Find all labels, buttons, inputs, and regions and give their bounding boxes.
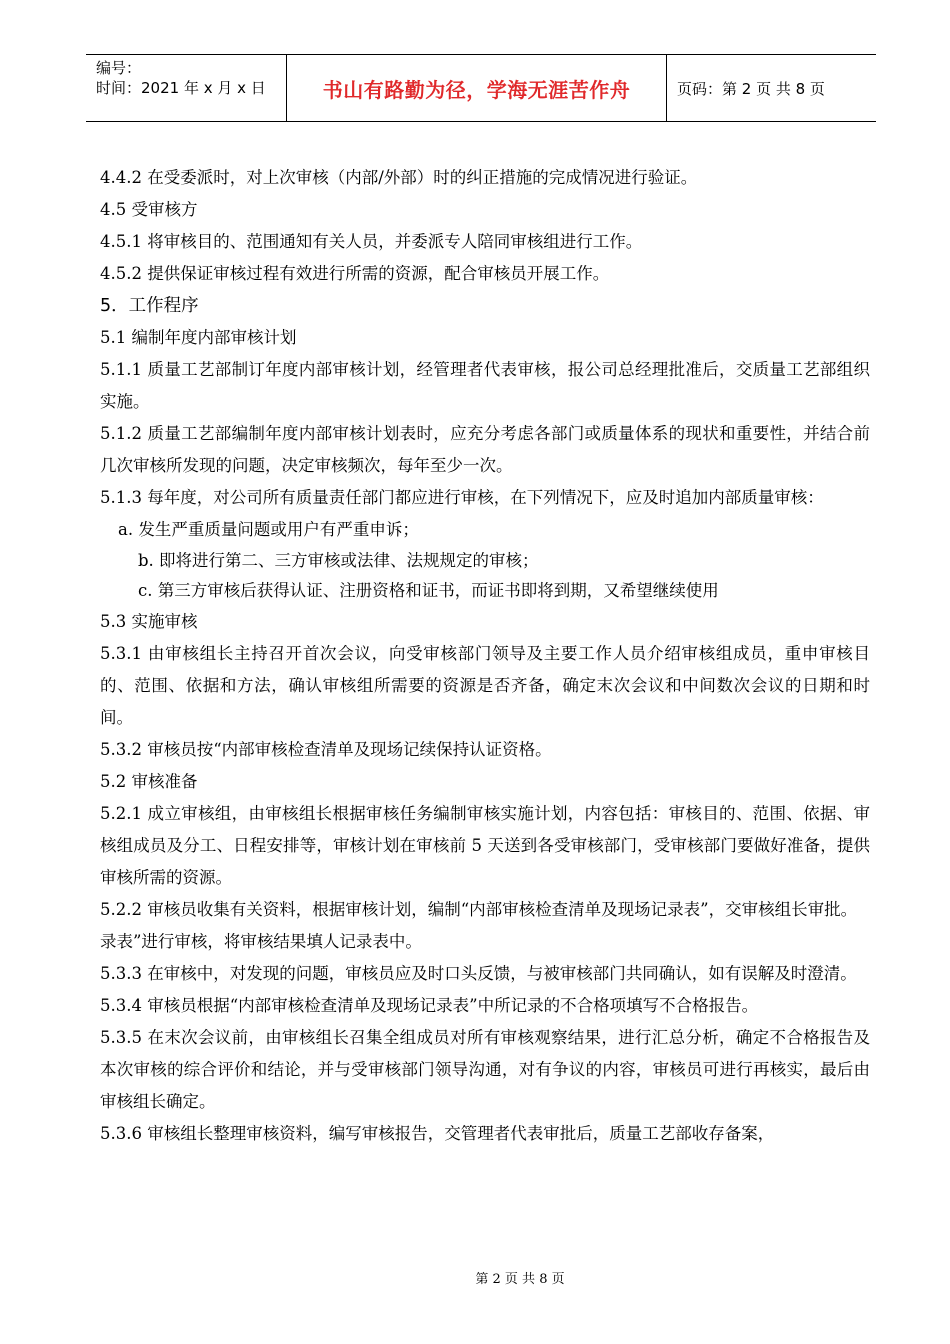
section-heading-4-5: 4.5 受审核方 — [100, 200, 198, 219]
paragraph-5-1-1: 5.1.1 质量工艺部制订年度内部审核计划，经管理者代表审核，报公司总经理批准后，交质量工艺部组织实施。 — [100, 360, 870, 411]
section-heading-5-2: 5.2 审核准备 — [100, 772, 198, 791]
paragraph-5-3-3: 5.3.3 在审核中，对发现的问题，审核员应及时口头反馈，与被审核部门共同确认，如有误解及时澄清。 — [100, 964, 857, 983]
section-heading-5-1: 5.1 编制年度内部审核计划 — [100, 328, 297, 347]
paragraph-5-1-3: 5.1.3 每年度，对公司所有质量责任部门都应进行审核，在下列情况下，应及时追加内部质量审核： — [100, 488, 824, 507]
section-heading-5: 5．工作程序 — [100, 296, 199, 316]
paragraph-5-2-2: 5.2.2 审核员收集有关资料，根据审核计划，编制“内部审核检查清单及现场记录表”，交审核组长审批。 — [100, 900, 858, 919]
paragraph-4-5-1: 4.5.1 将审核目的、范围通知有关人员，并委派专人陪同审核组进行工作。 — [100, 232, 643, 251]
paragraph-5-1-2: 5.1.2 质量工艺部编制年度内部审核计划表时，应充分考虑各部门或质量体系的现状和重要性，并结合前几次审核所发现的问题，决定审核频次，每年至少一次。 — [100, 424, 870, 475]
list-item-b: b. 即将进行第二、三方审核或法律、法规规定的审核； — [138, 551, 539, 570]
paragraph-continuation: 录表”进行审核，将审核结果填人记录表中。 — [100, 932, 422, 951]
paragraph-5-3-5: 5.3.5 在末次会议前，由审核组长召集全组成员对所有审核观察结果，进行汇总分析，确定不合格报告及本次审核的综合评价和结论，并与受审核部门领导沟通，对有争议的内容，审核员可进行再核实，最后由审核组长确定。 — [100, 1028, 870, 1111]
page-footer: 第 2 页 共 8 页 — [475, 1272, 565, 1287]
paragraph-5-3-2: 5.3.2 审核员按“内部审核检查清单及现场记续保持认证资格。 — [100, 740, 552, 759]
list-item-c: c. 第三方审核后获得认证、注册资格和证书，而证书即将到期，又希望继续使用 — [138, 581, 719, 600]
paragraph-5-3-6: 5.3.6 审核组长整理审核资料，编写审核报告，交管理者代表审批后，质量工艺部收存备案， — [100, 1124, 775, 1143]
paragraph-5-3-4: 5.3.4 审核员根据“内部审核检查清单及现场记录表”中所记录的不合格项填写不合格报告。 — [100, 996, 759, 1015]
header-meta — [86, 55, 287, 121]
list-item-a: a. 发生严重质量问题或用户有严重申诉； — [118, 520, 419, 539]
section-heading-5-3: 5.3 实施审核 — [100, 612, 198, 631]
paragraph-5-2-1: 5.2.1 成立审核组，由审核组长根据审核任务编制审核实施计划，内容包括：审核目的、范围、依据、审核组成员及分工、日程安排等，审核计划在审核前 5 天送到各受审核部门，受审核部门要做好准备，提供审核所需的资源。 — [100, 804, 870, 887]
paragraph-4-5-2: 4.5.2 提供保证审核过程有效进行所需的资源，配合审核员开展工作。 — [100, 264, 610, 283]
header-motto: 书山有路勤为径，学海无涯苦作舟 — [287, 55, 667, 121]
paragraph-5-3-1: 5.3.1 由审核组长主持召开首次会议，向受审核部门领导及主要工作人员介绍审核组成员，重申审核目的、范围、依据和方法，确认审核组所需要的资源是否齐备，确定末次会议和中间数次会议的日期和时间。 — [100, 644, 870, 727]
page-header — [86, 54, 876, 122]
paragraph-4-4-2: 4.4.2 在受委派时，对上次审核（内部/外部）时的纠正措施的完成情况进行验证。 — [100, 168, 698, 187]
header-number: 编号： — [96, 59, 142, 77]
header-page-number: 页码：第 2 页 共 8 页 — [677, 79, 825, 98]
header-time: 时间：2021 年 x 月 x 日 — [96, 79, 266, 97]
document-body — [100, 162, 870, 1150]
